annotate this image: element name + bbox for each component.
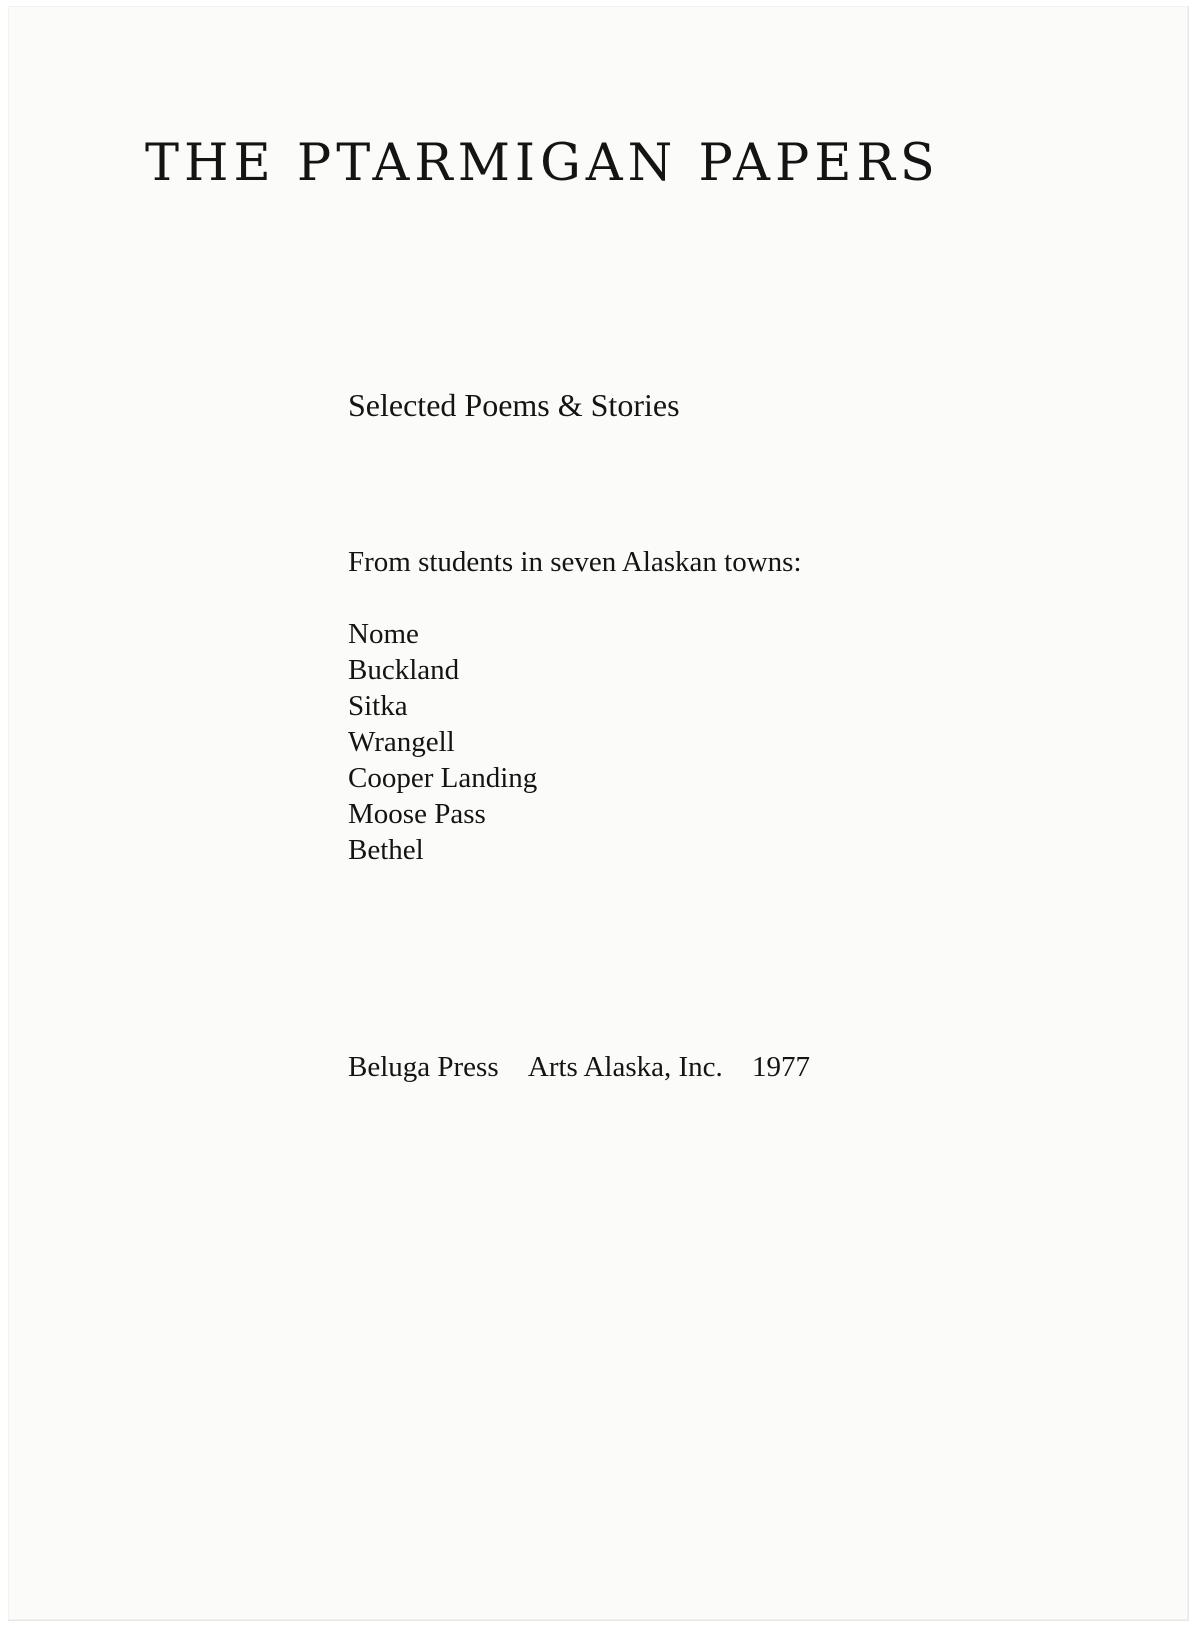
imprint-line bbox=[348, 1051, 810, 1084]
town-item: Sitka bbox=[348, 690, 408, 722]
book-cover bbox=[8, 6, 1189, 1621]
publication-year: 1977 bbox=[752, 1051, 811, 1083]
organization-name: Arts Alaska, Inc. bbox=[527, 1051, 723, 1083]
cover-title: THE PTARMIGAN PAPERS bbox=[145, 134, 940, 193]
cover-subtitle: Selected Poems & Stories bbox=[348, 387, 680, 423]
town-list bbox=[348, 616, 537, 868]
towns-intro: From students in seven Alaskan towns: bbox=[348, 546, 802, 578]
town-item: Moose Pass bbox=[348, 798, 486, 830]
town-item: Wrangell bbox=[348, 726, 455, 758]
publisher-name: Beluga Press bbox=[348, 1051, 499, 1083]
town-item: Cooper Landing bbox=[348, 762, 538, 794]
town-item: Nome bbox=[348, 618, 419, 650]
town-item: Buckland bbox=[348, 654, 460, 686]
town-item: Bethel bbox=[348, 834, 424, 866]
